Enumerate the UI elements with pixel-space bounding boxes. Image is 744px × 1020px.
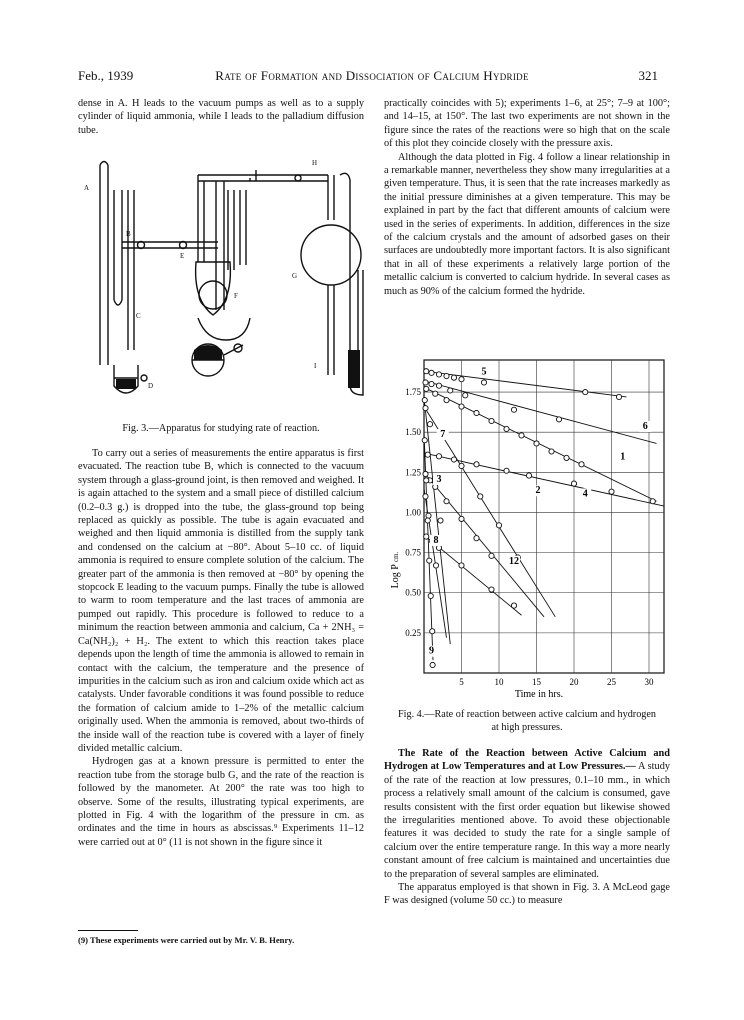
chart-series-label-7: 7 bbox=[440, 429, 446, 441]
running-header-title-text: Rate of Formation and Dissociation of Calcium Hydride bbox=[215, 68, 529, 83]
chart-point-series-5 bbox=[429, 370, 434, 375]
chart-point-series-6 bbox=[556, 417, 561, 422]
chart-point-series-9 bbox=[427, 558, 432, 563]
chart-series-label-5: 5 bbox=[481, 366, 487, 378]
chart-point-series-6 bbox=[423, 380, 428, 385]
chart-point-series-1 bbox=[459, 404, 464, 409]
fig3-label-b: B bbox=[126, 230, 131, 238]
chart-point-series-1 bbox=[534, 441, 539, 446]
chart-y-tick-label: 1.25 bbox=[405, 467, 421, 478]
left-top-paragraph bbox=[78, 97, 364, 137]
right-section bbox=[384, 747, 670, 908]
chart-y-tick-label: 1.50 bbox=[405, 427, 421, 438]
chart-point-series-4 bbox=[436, 454, 441, 459]
chart-y-tick-label: 0.50 bbox=[405, 587, 421, 598]
fig3-label-h: H bbox=[312, 159, 318, 167]
chart-point-series-1 bbox=[519, 433, 524, 438]
fig3-label-i: I bbox=[314, 362, 317, 370]
chart-point-series-12 bbox=[459, 563, 464, 568]
chart-series-label-6: 6 bbox=[642, 421, 648, 433]
chart-y-axis-label-sub: cm. bbox=[392, 551, 400, 562]
chart-x-tick-label: 10 bbox=[494, 677, 504, 687]
chart-point-series-7 bbox=[427, 422, 432, 427]
chart-point-series-4 bbox=[504, 468, 509, 473]
chart-series-label-2: 2 bbox=[535, 485, 541, 497]
chart-x-tick-label: 25 bbox=[607, 677, 616, 687]
chart-point-series-2 bbox=[459, 463, 464, 468]
chart-point-series-9 bbox=[424, 478, 429, 483]
chart-x-tick-label: 15 bbox=[532, 677, 541, 687]
chart-point-series-1 bbox=[424, 386, 429, 391]
chart-points bbox=[422, 369, 655, 668]
chart-point-series-6 bbox=[463, 393, 468, 398]
chart-point-series-9 bbox=[422, 438, 427, 443]
chart-point-series-2 bbox=[423, 406, 428, 411]
footnote: (9) These experiments were carried out by Mr. V. B. Henry. bbox=[78, 935, 295, 945]
chart-x-tick-label: 20 bbox=[569, 677, 579, 687]
running-header-title bbox=[0, 68, 744, 84]
chart-point-series-5 bbox=[444, 373, 449, 378]
chart-point-series-8 bbox=[433, 563, 438, 568]
chart-point-series-2 bbox=[496, 523, 501, 528]
chart-x-tick-label: 5 bbox=[459, 677, 464, 687]
chart-point-series-4 bbox=[451, 457, 456, 462]
right-top-paragraph-2: Although the data plotted in Fig. 4 follow a linear relationship in a remarkable manner, nevertheless they show many irregularities at a given temperature. Thus, it is seen that the rate increases markedly as the initial pressure diminishes at a given temperature. This may be explained in part by the fact that different amounts of calcium were used in the series of experiments. In addition, differences in the size of the calcium crystals and the amount of adsorbed gases on their surfaces are undoubtedly more important factors. It is also significant that in all of these experiments a relatively large portion of the metallic calcium is converted to calcium hydride. In several cases as much as 90% of the calcium formed the hydride. bbox=[384, 151, 670, 297]
chart-point-series-3 bbox=[489, 553, 494, 558]
chart-point-series-3 bbox=[459, 516, 464, 521]
chart-point-series-3 bbox=[423, 471, 428, 476]
chart-point-series-5 bbox=[451, 375, 456, 380]
chart-x-tick-label: 30 bbox=[644, 677, 654, 687]
chart-point-series-6 bbox=[511, 407, 516, 412]
fig3-label-c: C bbox=[136, 312, 141, 320]
chart-point-series-12 bbox=[511, 603, 516, 608]
chart-point-series-1 bbox=[474, 410, 479, 415]
fig3-label-g: G bbox=[292, 272, 298, 280]
chart-point-series-4 bbox=[650, 499, 655, 504]
chart-y-axis-label-main: Log P bbox=[390, 564, 401, 589]
chart-point-series-5 bbox=[424, 369, 429, 374]
chart-point-series-12 bbox=[489, 587, 494, 592]
right-top-text bbox=[384, 97, 670, 298]
chart-point-series-5 bbox=[481, 380, 486, 385]
chart-point-series-4 bbox=[425, 452, 430, 457]
running-header-date: Feb., 1939 bbox=[78, 68, 134, 83]
fig4-chart bbox=[384, 355, 674, 705]
chart-point-series-9 bbox=[425, 518, 430, 523]
fig4-caption: Fig. 4.—Rate of reaction between active calcium and hydrogen at high pressures. bbox=[398, 709, 656, 734]
chart-point-series-5 bbox=[583, 390, 588, 395]
fig3-label-e: E bbox=[180, 252, 185, 260]
chart-point-series-6 bbox=[429, 381, 434, 386]
chart-point-series-9 bbox=[430, 629, 435, 634]
chart-point-series-1 bbox=[504, 426, 509, 431]
right-last-paragraph: The apparatus employed is that shown in Fig. 3. A McLeod gage F was designed (volume 50 cc.) to measure bbox=[384, 882, 670, 907]
chart-series-label-4: 4 bbox=[582, 488, 588, 500]
chart-point-series-6 bbox=[448, 388, 453, 393]
chart-series-label-12: 12 bbox=[509, 555, 519, 567]
chart-series-label-3: 3 bbox=[436, 473, 442, 485]
chart-y-axis-label bbox=[390, 551, 401, 588]
chart-point-series-3 bbox=[474, 536, 479, 541]
left-top-text: dense in A. H leads to the vacuum pumps as well as to a supply cylinder of liquid ammonia, while I leads to the palladium diffusion tube. bbox=[78, 98, 364, 136]
chart-point-series-1 bbox=[444, 398, 449, 403]
section-paragraph bbox=[384, 747, 670, 881]
section-heading: The Rate of the Reaction between Active Calcium and Hydrogen at Low Temperatures and at Low Pressures.— bbox=[384, 748, 670, 773]
chart-x-ticks bbox=[459, 677, 654, 687]
chart-y-tick-label: 1.75 bbox=[405, 387, 421, 398]
right-top-paragraph-1: practically coincides with 5); experiments 1–6, at 25°; 7–9 at 100°; and 14–15, at 150°. The last two experiments are not shown in the figure since the rates of the reactions were so high that on the scale of this plot they coincide closely with the pressure axis. bbox=[384, 98, 670, 150]
chart-y-ticks bbox=[405, 387, 421, 638]
chart-point-series-1 bbox=[564, 455, 569, 460]
chart-series-labels bbox=[426, 366, 652, 656]
chart-series-label-9: 9 bbox=[429, 645, 434, 657]
chart-series-label-8: 8 bbox=[433, 534, 439, 546]
footnote-rule bbox=[78, 930, 138, 931]
chart-point-series-3 bbox=[444, 499, 449, 504]
chart-y-tick-label: 0.25 bbox=[405, 627, 421, 638]
chart-point-series-8 bbox=[423, 494, 428, 499]
chart-point-series-12 bbox=[424, 534, 429, 539]
left-body bbox=[78, 447, 364, 849]
chart-point-series-4 bbox=[571, 481, 576, 486]
fig3-apparatus-diagram bbox=[78, 150, 368, 410]
chart-point-series-1 bbox=[489, 418, 494, 423]
chart-point-series-8 bbox=[426, 513, 431, 518]
left-body-paragraph-2: Hydrogen gas at a known pressure is permitted to enter the reaction tube from the storage bulb G, and the rate of the reaction is followed by the manometer. At 200° the rate was too high to observe. Some of the results, illustrating typical experiments, are plotted in Fig. 4 with the logarithm of the pressure in cm. as ordinates and the time in hours as abscissas.⁹ Experiments 11–12 were carried out at 0° (11 is not shown in the figure since it bbox=[78, 756, 364, 848]
fig3-label-a: A bbox=[84, 184, 90, 192]
fig3-caption: Fig. 3.—Apparatus for studying rate of reaction. bbox=[122, 423, 320, 434]
chart-point-series-6 bbox=[436, 383, 441, 388]
chart-point-series-4 bbox=[526, 473, 531, 478]
chart-point-series-2 bbox=[478, 494, 483, 499]
chart-point-series-7 bbox=[422, 398, 427, 403]
chart-point-series-4 bbox=[609, 489, 614, 494]
fig3-label-f: F bbox=[234, 292, 238, 300]
chart-fit-line-series-6 bbox=[424, 381, 657, 444]
chart-point-series-5 bbox=[436, 372, 441, 377]
chart-point-series-1 bbox=[433, 391, 438, 396]
chart-point-series-4 bbox=[474, 462, 479, 467]
fig3-label-d: D bbox=[148, 382, 154, 390]
chart-point-series-1 bbox=[549, 449, 554, 454]
chart-point-series-7 bbox=[438, 518, 443, 523]
page-number: 321 bbox=[638, 68, 658, 83]
chart-point-series-9 bbox=[430, 662, 435, 667]
chart-y-tick-label: 1.00 bbox=[405, 507, 421, 518]
chart-point-series-5 bbox=[616, 394, 621, 399]
chart-point-series-9 bbox=[428, 593, 433, 598]
chart-fit-lines bbox=[424, 371, 664, 660]
chart-y-tick-label: 0.75 bbox=[405, 547, 421, 558]
section-text: A study of the rate of the reaction at low pressures, 0.1–10 mm., in which process a relatively small amount of the calcium is consumed, gave results consistent with the first order equation but likewise showed the irregularities mentioned above. To avoid these objectionable features it was decided to study the rate for a single sample of calcium over the entire temperature range. In this way a more nearly constant amount of free calcium is maintained and uncertainties due to the preparation of several samples are eliminated. bbox=[384, 761, 670, 880]
left-body-paragraph-1: To carry out a series of measurements the entire apparatus is first evacuated. The reaction tube B, which is connected to the vacuum system through a glass-ground joint, is then removed and weighed. It is again attached to the system and a small piece of distilled calcium (0.2–0.3 g.) is dropped into the tube, the glass-ground top being replaced as quickly as possible. The tube is again evacuated and weighed and then liquid ammonia is distilled from the supply tank and condensed on the calcium at −80°. About 5–10 cc. of liquid ammonia is required to ensure complete solution of the calcium. The greater part of the ammonia is then removed at −80° by opening the stopcock E leading to the vacuum pumps. Finally the tube is allowed to warm to room temperature and the last traces of ammonia are pumped out rapidly. This procedure is followed to reduce to a minimum the reaction between ammonia and calcium, Ca + 2NH₃ = Ca(NH₂)₂ + H₂. The extent to which this reaction takes place depends upon the length of time the ammonia is allowed to remain in contact with the calcium, the temperature and the presence of impurities in the calcium such as iron and calcium oxide which act as catalysts. Under favorable conditions it was found possible to reduce the formation of calcium amide to 1–2% of the metallic calcium originally used. When the ammonia is removed, about two-thirds of the inside wall of the reaction tube is covered with a layer of finely divided metallic calcium. bbox=[78, 448, 364, 754]
chart-series-label-1: 1 bbox=[620, 451, 626, 463]
chart-point-series-1 bbox=[579, 462, 584, 467]
chart-fit-line-series-1 bbox=[424, 387, 657, 501]
chart-point-series-5 bbox=[459, 377, 464, 382]
chart-x-axis-label: Time in hrs. bbox=[514, 689, 564, 700]
